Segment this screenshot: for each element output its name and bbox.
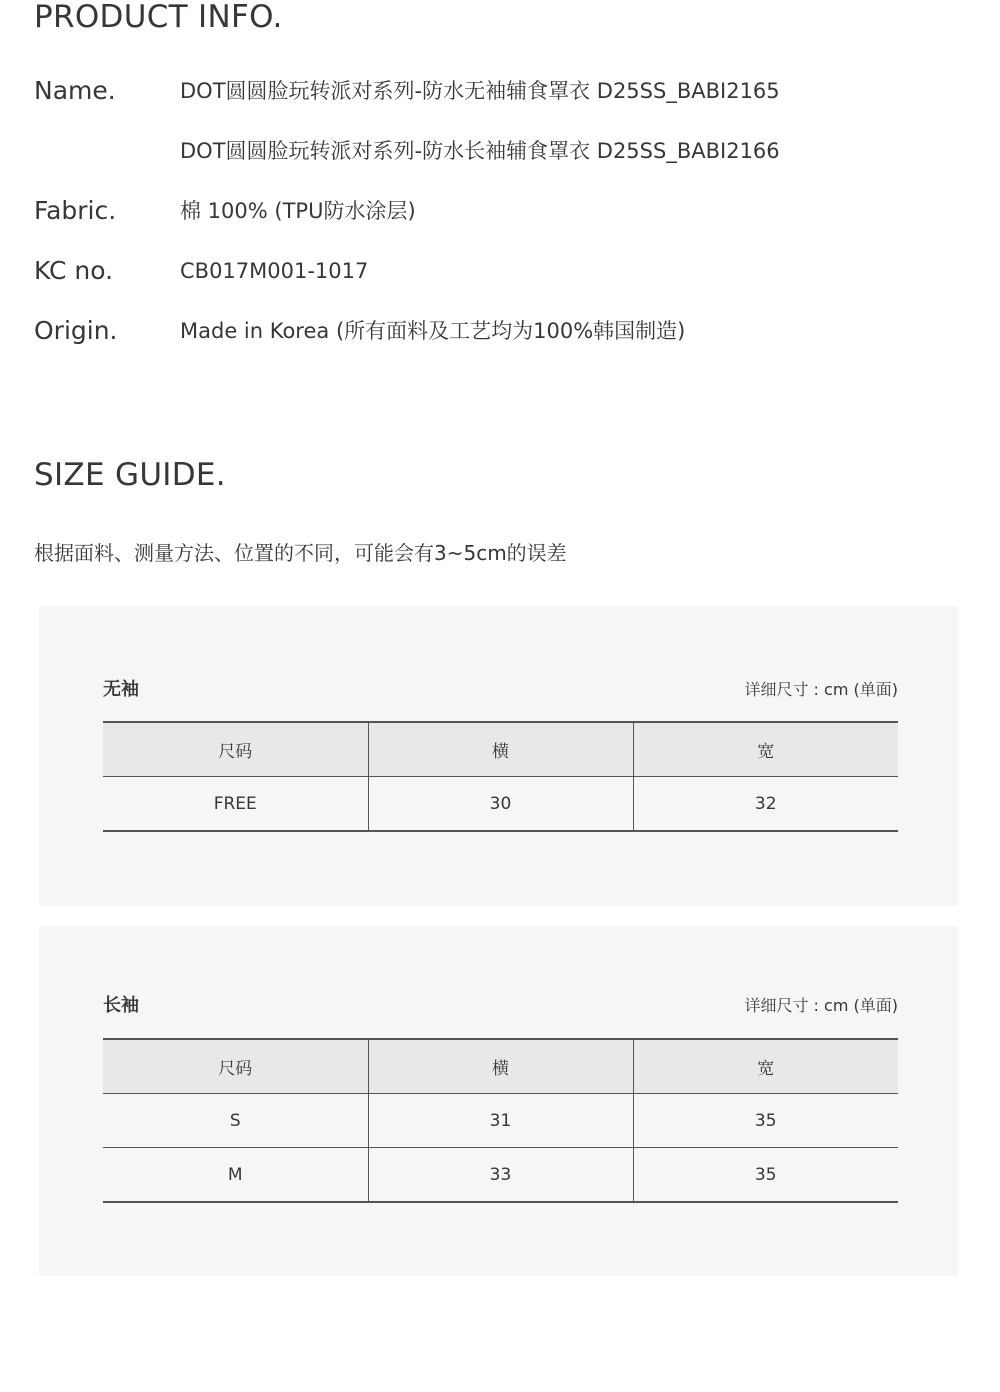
info-row-kc <box>34 254 964 288</box>
size-table-title: 长袖 <box>103 995 139 1016</box>
info-value-fabric: 棉 100% (TPU防水涂层) <box>180 199 416 223</box>
cell-size: M <box>103 1148 368 1203</box>
size-unit-note: 详细尺寸 : cm (单面) <box>744 996 898 1015</box>
header-width: 横 <box>368 722 633 777</box>
product-info-title: PRODUCT INFO. <box>34 0 283 35</box>
size-guide-title: SIZE GUIDE. <box>34 457 226 493</box>
info-label-name: Name. <box>34 76 116 105</box>
cell-width: 30 <box>368 777 633 832</box>
size-table-longsleeve <box>103 1038 898 1203</box>
table-row <box>103 777 898 832</box>
info-value-name-longsleeve: DOT圆圆脸玩转派对系列-防水长袖辅食罩衣 D25SS_BABI2166 <box>180 139 780 163</box>
size-card-sleeveless <box>39 606 958 906</box>
size-table-sleeveless <box>103 721 898 832</box>
cell-breadth: 32 <box>633 777 898 832</box>
header-breadth: 宽 <box>633 1039 898 1094</box>
info-row-name-2 <box>34 134 964 168</box>
table-row <box>103 1094 898 1148</box>
size-table-title: 无袖 <box>103 679 139 700</box>
table-row <box>103 1148 898 1203</box>
info-value-kc: CB017M001-1017 <box>180 259 369 283</box>
cell-size: FREE <box>103 777 368 832</box>
table-header-row <box>103 1039 898 1094</box>
info-label-origin: Origin. <box>34 316 118 345</box>
header-width: 横 <box>368 1039 633 1094</box>
header-size: 尺码 <box>103 1039 368 1094</box>
info-label-fabric: Fabric. <box>34 196 117 225</box>
size-unit-note: 详细尺寸 : cm (单面) <box>744 680 898 699</box>
header-size: 尺码 <box>103 722 368 777</box>
info-value-origin: Made in Korea (所有面料及工艺均为100%韩国制造) <box>180 319 686 343</box>
header-breadth: 宽 <box>633 722 898 777</box>
cell-width: 33 <box>368 1148 633 1203</box>
cell-breadth: 35 <box>633 1148 898 1203</box>
cell-breadth: 35 <box>633 1094 898 1148</box>
info-label-kc: KC no. <box>34 256 114 285</box>
info-row-fabric <box>34 194 964 228</box>
info-row-name <box>34 74 964 108</box>
table-header-row <box>103 722 898 777</box>
info-row-origin <box>34 314 964 348</box>
info-value-name-sleeveless: DOT圆圆脸玩转派对系列-防水无袖辅食罩衣 D25SS_BABI2165 <box>180 79 780 103</box>
size-card-longsleeve <box>39 926 958 1276</box>
cell-size: S <box>103 1094 368 1148</box>
cell-width: 31 <box>368 1094 633 1148</box>
size-guide-note: 根据面料、测量方法、位置的不同，可能会有3~5cm的误差 <box>34 541 567 565</box>
